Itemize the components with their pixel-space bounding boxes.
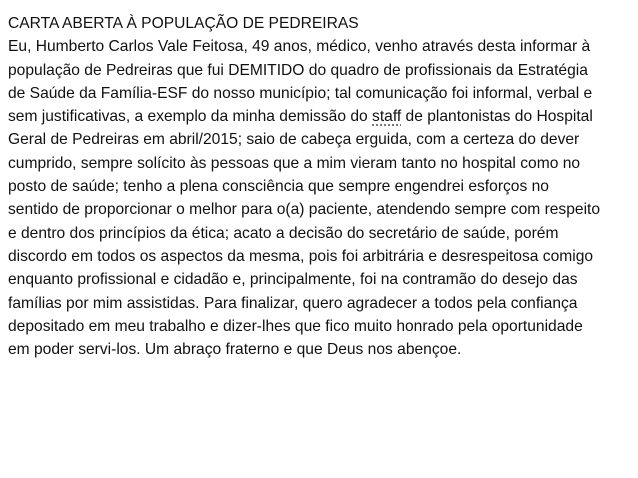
spellcheck-flagged-word[interactable]: staff — [372, 108, 402, 126]
letter-title: CARTA ABERTA À POPULAÇÃO DE PEDREIRAS — [8, 15, 359, 32]
letter-line: enquanto profissional e cidadão e, principalmente, foi na contramão do desejo das — [8, 271, 578, 289]
letter-body — [8, 12, 636, 361]
letter-line: sentido de proporcionar o melhor para o(a) paciente, atendendo sempre com respeito — [8, 201, 601, 219]
letter-text-segment: sem justificativas, a exemplo da minha demissão do — [8, 108, 373, 126]
letter-line: de Saúde da Família-ESF do nosso município; tal comunicação foi informal, verbal e — [8, 84, 593, 102]
letter-text-segment: de plantonistas do Hospital — [401, 108, 593, 126]
letter-line: famílias por mim assistidas. Para finalizar, quero agradecer a todos pela confiança — [8, 294, 578, 312]
letter-line: posto de saúde; tenho a plena consciência que sempre engendrei esforços no — [8, 178, 549, 196]
letter-line: e dentro dos princípios da ética; acato a decisão do secretário de saúde, porém — [8, 224, 559, 242]
letter-line: discordo em todos os aspectos da mesma, pois foi arbitrária e desrespeitosa comigo — [8, 247, 594, 265]
letter-line: em poder servi-los. Um abraço fraterno e que Deus nos abençoe. — [8, 341, 462, 359]
letter-line: Geral de Pedreiras em abril/2015; saio de cabeça erguida, com a certeza do dever — [8, 131, 580, 149]
letter-line — [8, 105, 636, 128]
letter-line: população de Pedreiras que fui DEMITIDO do quadro de profissionais da Estratégia — [8, 61, 588, 79]
letter-line: depositado em meu trabalho e dizer-lhes que fico muito honrado pela oportunidade — [8, 317, 583, 335]
letter-line: Eu, Humberto Carlos Vale Feitosa, 49 anos, médico, venho através desta informar à — [8, 38, 591, 56]
letter-line: cumprido, sempre solícito às pessoas que a mim vieram tanto no hospital como no — [8, 154, 581, 172]
